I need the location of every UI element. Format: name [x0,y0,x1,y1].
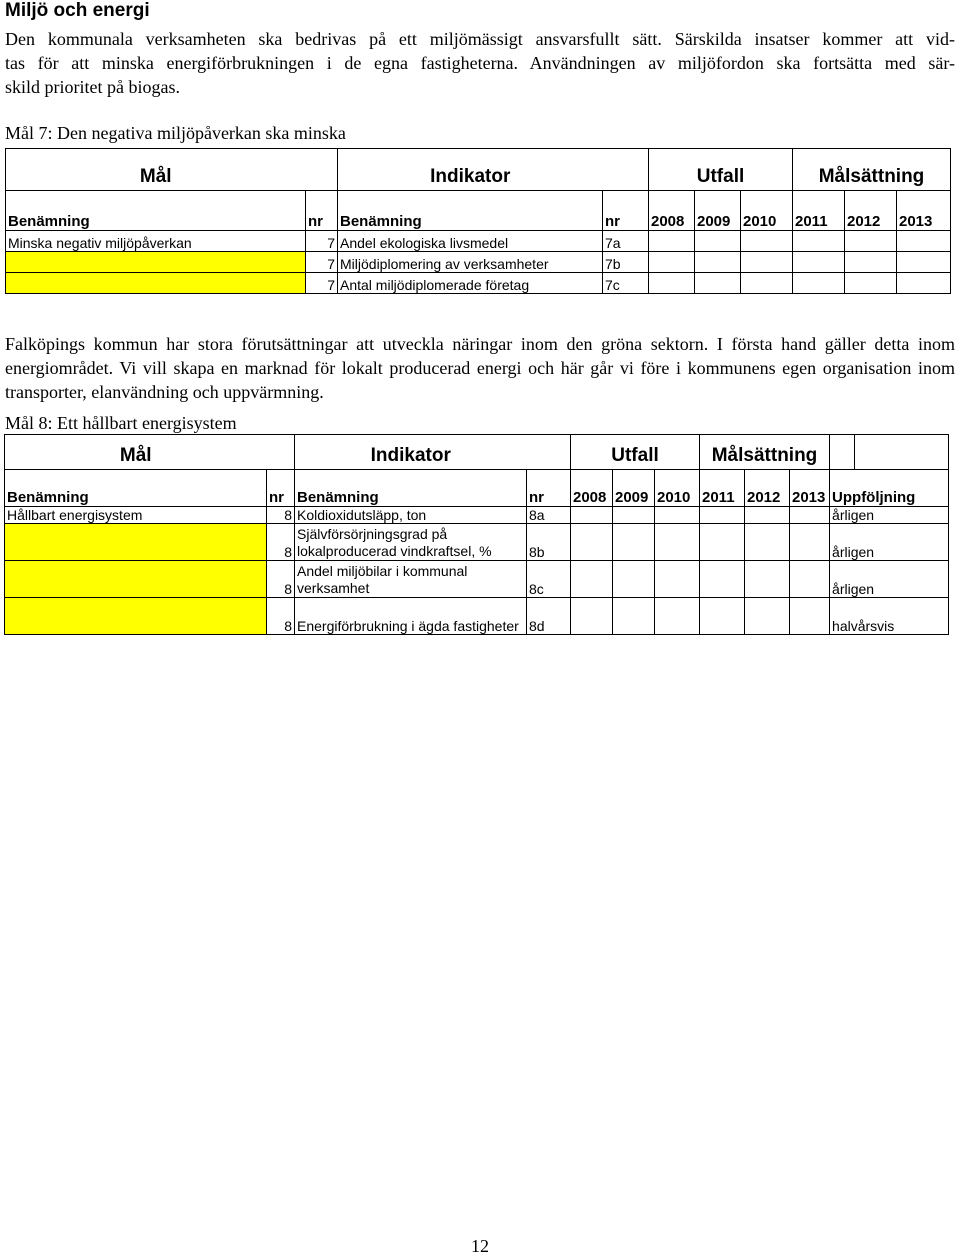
header-spacer [603,149,649,191]
indicator-code: 8d [527,598,571,635]
followup: årligen [830,561,949,598]
goal8-table [4,434,949,635]
indicator-code: 7a [603,231,649,252]
year-2011: 2011 [793,191,845,231]
indicator-name: Miljödiplomering av verksamheter [338,252,603,273]
subheader-nr: nr [306,191,338,231]
indicator-code: 8b [527,524,571,561]
subheader-nr: nr [527,470,571,507]
goal-name [5,561,267,598]
indicator-code: 7c [603,273,649,294]
table-row [6,231,951,252]
goal-name [6,252,306,273]
year-2013: 2013 [897,191,951,231]
goal7-table [5,148,951,294]
table-row [6,273,951,294]
subheader-benamning: Benämning [6,191,306,231]
header-malsattning: Målsättning [700,435,830,470]
year-2008: 2008 [649,191,695,231]
header-utfall: Utfall [649,149,793,191]
subheader-nr: nr [603,191,649,231]
goal-nr: 7 [306,252,338,273]
year-2011: 2011 [700,470,745,507]
table-row [5,598,949,635]
year-2013: 2013 [790,470,830,507]
header-malsattning: Målsättning [793,149,951,191]
year-2009: 2009 [613,470,655,507]
indicator-name: Antal miljödiplomerade företag [338,273,603,294]
followup: årligen [830,507,949,524]
intro-line: Den kommunala verksamheten ska bedrivas på ett miljömässigt ansvarsfullt sätt. Särskilda insatser kommer att vid- [5,29,955,49]
header-spacer [306,149,338,191]
table-row [5,507,949,524]
paragraph-green-sector: Falköpings kommun har stora förutsättningar att utveckla näringar inom den gröna sektorn. I första hand gäller detta inom energiområdet. Vi vill skapa en marknad för lokalt producerad energi och här går vi före i kommunens egen organisation inom transporter, elanvändning och uppvärmning. [5,334,955,402]
indicator-code: 8a [527,507,571,524]
indicator-name: Koldioxidutsläpp, ton [295,507,527,524]
year-2012: 2012 [845,191,897,231]
table-row [5,561,949,598]
goal-nr: 7 [306,231,338,252]
intro-line: tas för att minska energiförbrukningen i de egna fastigheterna. Användningen av miljöfordon ska fortsätta med sär- [5,53,955,73]
year-2010: 2010 [741,191,793,231]
table-row [5,524,949,561]
header-indikator: Indikator [295,435,527,470]
page-number: 12 [471,1236,489,1256]
intro-paragraph [5,27,955,99]
goal-nr: 8 [267,524,295,561]
year-2012: 2012 [745,470,790,507]
section-heading: Miljö och energi [5,0,150,21]
indicator-code: 7b [603,252,649,273]
year-2010: 2010 [655,470,700,507]
year-2008: 2008 [571,470,613,507]
goal-name: Hållbart energisystem [5,507,267,524]
subheader-benamning: Benämning [295,470,527,507]
indicator-name: Energiförbrukning i ägda fastigheter [295,598,527,635]
indicator-name: Andel miljöbilar i kommunal verksamhet [295,561,527,598]
followup: halvårsvis [830,598,949,635]
header-mal: Mål [5,435,267,470]
goal-nr: 8 [267,507,295,524]
subheader-nr: nr [267,470,295,507]
table-row [6,252,951,273]
year-2009: 2009 [695,191,741,231]
header-indikator: Indikator [338,149,603,191]
subheader-benamning: Benämning [338,191,603,231]
goal-nr: 8 [267,598,295,635]
subheader-uppfoljning: Uppföljning [830,470,949,507]
intro-line: skild prioritet på biogas. [5,77,180,97]
indicator-name: Självförsörjningsgrad på lokalproducerad vindkraftsel, % [295,524,527,561]
indicator-name: Andel ekologiska livsmedel [338,231,603,252]
subheader-benamning: Benämning [5,470,267,507]
header-spacer [527,435,571,470]
header-utfall: Utfall [571,435,700,470]
goal8-title: Mål 8: Ett hållbart energisystem [5,413,237,433]
goal-name [6,273,306,294]
goal-name [5,598,267,635]
goal-nr: 7 [306,273,338,294]
goal7-title: Mål 7: Den negativa miljöpåverkan ska minska [5,123,346,143]
followup: årligen [830,524,949,561]
goal-name [5,524,267,561]
goal-name: Minska negativ miljöpåverkan [6,231,306,252]
header-spacer [267,435,295,470]
header-mal: Mål [6,149,306,191]
indicator-code: 8c [527,561,571,598]
goal-nr: 8 [267,561,295,598]
